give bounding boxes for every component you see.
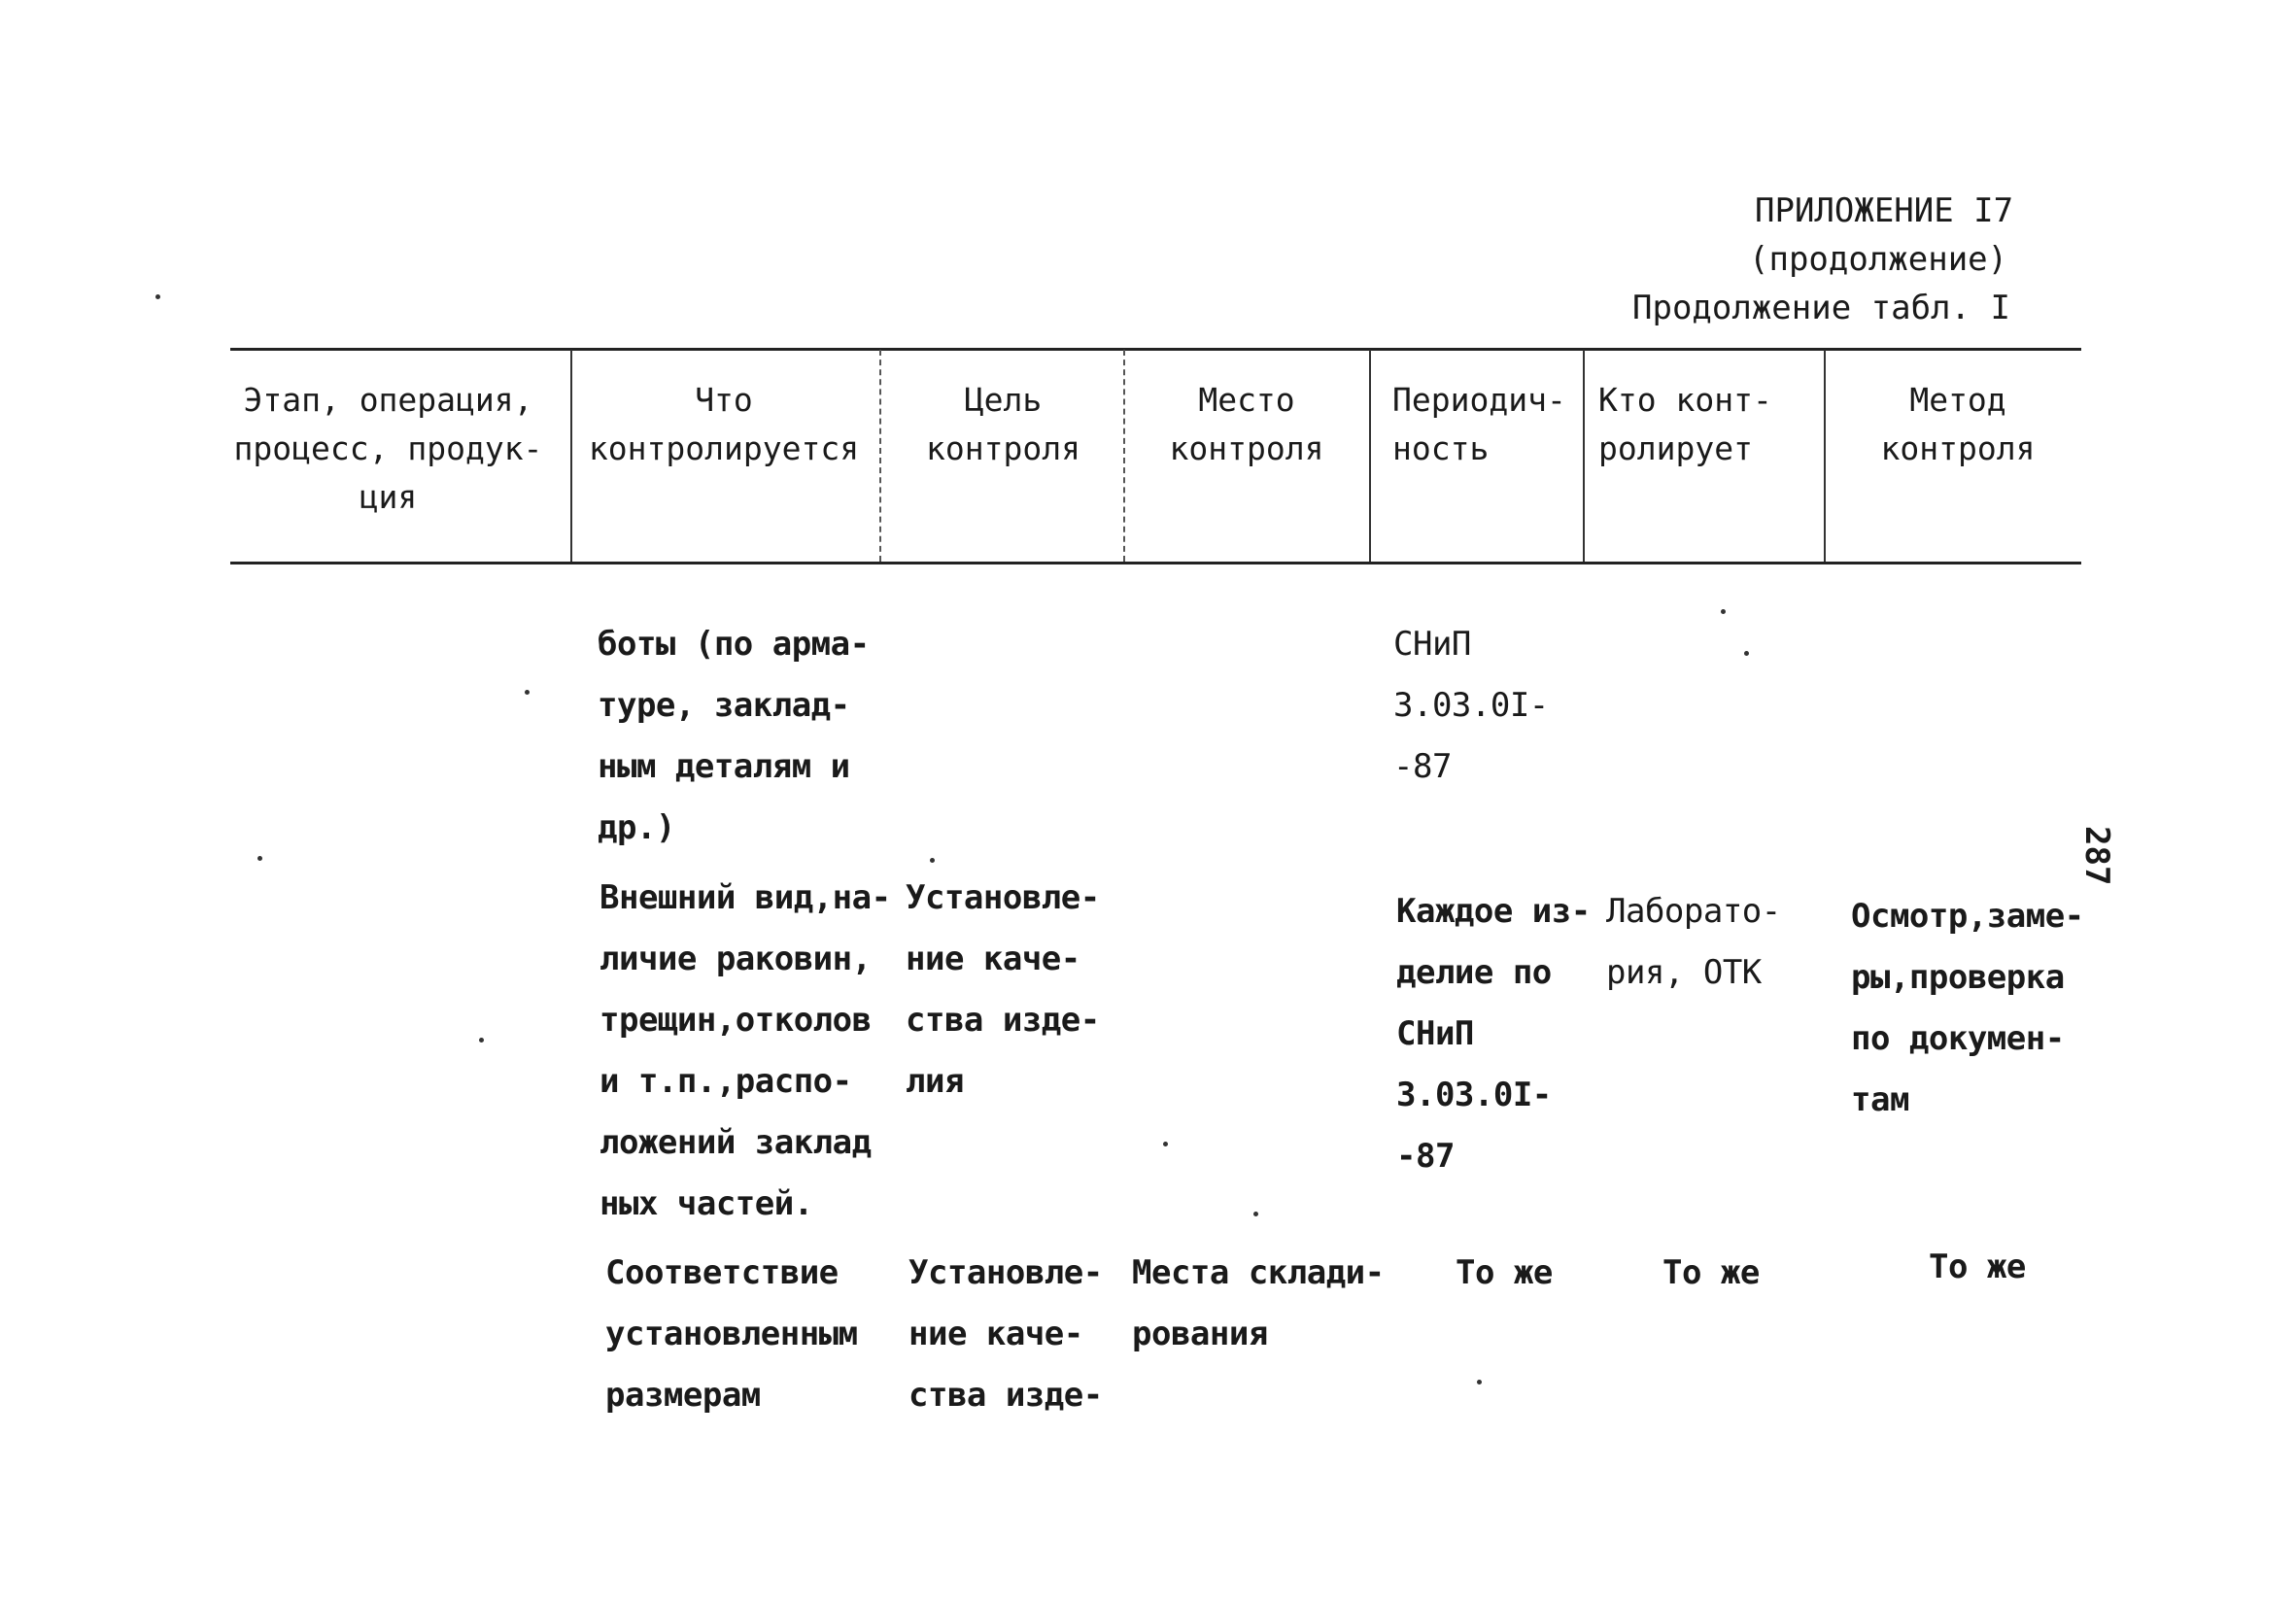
column-divider (1123, 350, 1125, 562)
row2-method: Осмотр,заме- ры,проверка по докумен- там (1851, 897, 2084, 1119)
column-divider (1583, 350, 1585, 562)
column-header-place: Место контроля (1169, 381, 1324, 467)
scan-speck (1744, 651, 1749, 656)
column-header-method: Метод контроля (1880, 381, 2036, 467)
column-header-what-controlled: Что контролируется (588, 381, 860, 467)
scan-speck (525, 690, 530, 695)
scan-speck (1253, 1212, 1258, 1216)
page-number: 287 (2077, 826, 2116, 886)
appendix-title: ПРИЛОЖЕНИЕ I7 (1755, 191, 2014, 230)
column-header-purpose: Цель контроля (926, 381, 1080, 467)
row2-what-controlled: Внешний вид,на- личие раковин, трещин,отколов и т.п.,распо- ложений заклад ных частей. (600, 878, 891, 1223)
table-top-rule (230, 348, 2081, 351)
scan-speck (930, 858, 935, 863)
scan-speck (479, 1038, 484, 1043)
column-header-periodicity: Периодич- ность (1392, 381, 1566, 467)
row3-periodicity: То же (1456, 1253, 1553, 1292)
row3-method: То же (1929, 1248, 2026, 1286)
column-header-who-controls: Кто конт- ролирует (1598, 381, 1772, 467)
column-divider (570, 350, 572, 562)
scan-speck (155, 294, 160, 299)
scan-speck (257, 856, 262, 861)
row1-periodicity: СНиП 3.03.0I- -87 (1393, 625, 1549, 786)
row3-who-controls: То же (1662, 1253, 1760, 1292)
continuation-label: (продолжение) (1749, 240, 2008, 279)
table-continuation-label: Продолжение табл. I (1632, 289, 2010, 327)
column-divider (879, 350, 881, 562)
scan-speck (1477, 1380, 1482, 1385)
scan-speck (1721, 609, 1726, 614)
row3-place: Места склади- рования (1132, 1253, 1385, 1353)
column-divider (1824, 350, 1826, 562)
row3-purpose: Установле- ние каче- ства изде- (908, 1253, 1103, 1415)
scan-speck (1163, 1142, 1168, 1146)
row1-what-controlled: боты (по арма- туре, заклад- ным деталям и др.) (598, 625, 870, 847)
column-divider (1369, 350, 1371, 562)
row2-who-controls: Лаборато- рия, ОТК (1606, 892, 1781, 992)
row2-periodicity: Каждое из- делие по СНиП 3.03.0I- -87 (1396, 892, 1591, 1176)
header-bottom-rule (230, 562, 2081, 564)
column-header-stage: Этап, операция, процесс, продук- ция (233, 381, 543, 516)
row3-what-controlled: Соответствие установленным размерам (605, 1253, 858, 1415)
row2-purpose: Установле- ние каче- ства изде- лия (906, 878, 1100, 1101)
